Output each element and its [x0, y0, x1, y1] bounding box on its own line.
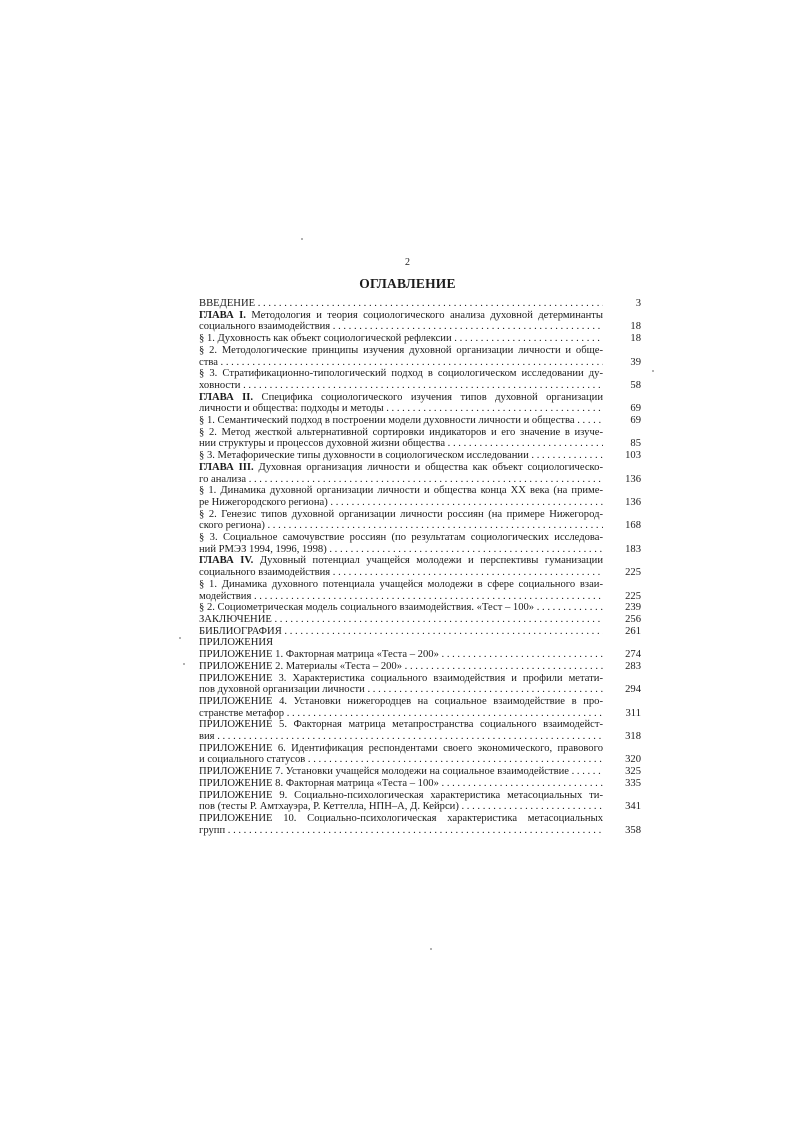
toc-entry	[199, 555, 641, 578]
toc-line: ВВЕДЕНИЕ	[199, 298, 256, 309]
toc-entry	[199, 778, 641, 790]
toc-entry-text	[199, 310, 603, 322]
toc-page-number: 183	[625, 543, 641, 555]
toc-line: Методология и теория социологического анализа духовной детерминанты	[251, 309, 603, 321]
toc-page-number: 3	[635, 298, 641, 309]
toc-line: ПРИЛОЖЕНИЕ 6. Идентификация респондентами своего экономического, правового	[199, 742, 603, 754]
chapter-label: ГЛАВА II.	[199, 391, 254, 403]
toc-line: го анализа	[199, 473, 247, 485]
toc-line: § 1. Динамика духовного потенциала учащейся молодежи в сфере социального взаи-	[199, 578, 603, 590]
chapter-label: ГЛАВА III.	[199, 461, 254, 473]
toc-entry-text	[199, 661, 603, 673]
toc-entry-text	[199, 532, 603, 544]
toc-entry	[199, 743, 641, 766]
toc-page-number: 256	[625, 613, 641, 625]
toc-page-number: 335	[625, 777, 641, 789]
toc-line: ПРИЛОЖЕНИЕ 3. Характеристика социального взаимодействия и профили метати-	[199, 672, 603, 684]
toc-entry-text	[199, 579, 603, 591]
toc-entry-text	[199, 462, 603, 474]
toc-line: ПРИЛОЖЕНИЕ 10. Социально-психологическая характеристика метасоциальных	[199, 812, 603, 824]
toc-entry	[199, 649, 641, 661]
toc-page-number: 168	[625, 520, 641, 532]
toc-entry	[199, 427, 641, 450]
toc-line: странстве метафор	[199, 707, 285, 719]
toc-page-number: 318	[625, 731, 641, 743]
toc-entry-text	[199, 497, 603, 509]
toc-entry-text	[199, 298, 603, 310]
toc-line: БИБЛИОГРАФИЯ	[199, 625, 282, 637]
toc-page-number: 320	[625, 754, 641, 766]
toc-entry	[199, 766, 641, 778]
toc-line: ний РМЭЗ 1994, 1996, 1998)	[199, 543, 327, 555]
toc-entry-text	[199, 321, 603, 333]
toc-entry	[199, 310, 641, 333]
toc-entry-text	[199, 520, 603, 532]
toc-line: § 2. Метод жесткой альтернативной сортировки индикаторов и его значение в изуче-	[199, 426, 603, 438]
toc-page-number: 325	[625, 766, 641, 778]
toc-page-number: 225	[625, 567, 641, 579]
toc-line: ПРИЛОЖЕНИЯ	[199, 637, 274, 649]
toc-entry-text	[199, 403, 603, 415]
toc-line: ПРИЛОЖЕНИЕ 2. Материалы «Теста – 200»	[199, 660, 403, 672]
toc-entry-text	[199, 801, 603, 813]
scan-speck	[179, 637, 181, 639]
toc-page-number: 225	[625, 590, 641, 602]
chapter-label: ГЛАВА IV.	[199, 555, 254, 567]
toc-entry	[199, 719, 641, 742]
toc-line: § 2. Генезис типов духовной организации личности россиян (на примере Нижегород-	[199, 508, 603, 520]
toc-entry	[199, 661, 641, 673]
toc-entry-text	[199, 696, 603, 708]
toc-entry	[199, 392, 641, 415]
toc-entry-text	[199, 673, 603, 685]
toc-line: ПРИЛОЖЕНИЕ 4. Установки нижегородцев на социальное взаимодействие в про-	[199, 695, 603, 707]
toc-line: ПРИЛОЖЕНИЕ 5. Факторная матрица метапространства социального взаимодейст-	[199, 719, 603, 731]
toc-line: ре Нижегородского региона)	[199, 496, 328, 508]
scan-speck	[652, 370, 654, 372]
toc-line: нии структуры и процессов духовной жизни общества	[199, 438, 446, 450]
toc-line: модействия	[199, 590, 252, 602]
toc-entry	[199, 637, 641, 649]
toc-entry-text	[199, 509, 603, 521]
toc-entry	[199, 532, 641, 555]
toc-entry-text	[199, 637, 603, 649]
toc-entry-text	[199, 357, 603, 369]
toc-page-number: 39	[630, 356, 641, 368]
toc-entry-text	[199, 345, 603, 357]
toc-line: личности и общества: подходы и методы	[199, 403, 384, 415]
toc-line: § 3. Метафорические типы духовности в социологическом исследовании	[199, 450, 529, 462]
toc-entry-text	[199, 368, 603, 380]
toc-entry-text	[199, 380, 603, 392]
toc-page-number: 18	[630, 321, 641, 333]
toc-entry	[199, 450, 641, 462]
toc-page-number: 261	[625, 625, 641, 637]
chapter-label: ГЛАВА I.	[199, 309, 246, 321]
page-title: ОГЛАВЛЕНИЕ	[359, 276, 456, 291]
toc-line: пов (тесты Р. Амтхауэра, Р. Кеттелла, НПН–А, Д. Кейрси)	[199, 801, 459, 813]
toc-line: Духовный потенциал учащейся молодежи и перспективы гуманизации	[259, 555, 603, 567]
toc-entry	[199, 298, 641, 310]
toc-entry-text	[199, 392, 603, 404]
toc-entry-text	[199, 649, 603, 661]
toc-entry	[199, 333, 641, 345]
toc-page-number: 136	[625, 496, 641, 508]
toc-page-number: 18	[630, 333, 641, 345]
toc-line: пов духовной организации личности	[199, 684, 365, 696]
toc-entry	[199, 368, 641, 391]
toc-entry	[199, 673, 641, 696]
toc-line: § 2. Социометрическая модель социального взаимодействия. «Тест – 100»	[199, 602, 535, 614]
toc-page-number: 58	[630, 379, 641, 391]
toc-page-number: 283	[625, 660, 641, 672]
toc-page-number: 69	[630, 403, 641, 415]
scan-speck	[183, 663, 185, 665]
scan-speck	[430, 948, 432, 950]
toc-entry	[199, 813, 641, 836]
toc-page-number: 294	[625, 684, 641, 696]
toc-entry	[199, 696, 641, 719]
toc-page-number: 311	[625, 707, 641, 719]
toc-entry	[199, 485, 641, 508]
toc-entry-text	[199, 708, 603, 720]
scan-speck	[301, 238, 303, 240]
toc-entry	[199, 345, 641, 368]
toc-entry-text	[199, 719, 603, 731]
toc-entry-text	[199, 602, 603, 614]
toc-entry-text	[199, 614, 603, 626]
toc-entry	[199, 790, 641, 813]
toc-entry-text	[199, 731, 603, 743]
toc-entry-text	[199, 427, 603, 439]
toc-page-number: 69	[630, 415, 641, 427]
toc-line: ПРИЛОЖЕНИЕ 8. Факторная матрица «Теста – 100»	[199, 777, 439, 789]
toc-entry-text	[199, 567, 603, 579]
toc-entry-text	[199, 813, 603, 825]
toc-line: § 3. Стратификационно-типологический подход в социологическом исследовании ду-	[199, 368, 603, 380]
toc-entry	[199, 602, 641, 614]
toc-entry-text	[199, 790, 603, 802]
toc-line: ПРИЛОЖЕНИЕ 1. Факторная матрица «Теста – 200»	[199, 649, 439, 661]
toc-entry-text	[199, 415, 603, 427]
toc-entry	[199, 579, 641, 602]
toc-line: ховности	[199, 379, 241, 391]
toc-line: групп	[199, 824, 226, 836]
toc-page-number: 85	[630, 438, 641, 450]
toc-page-number: 274	[625, 649, 641, 661]
toc-entry-text	[199, 778, 603, 790]
toc-entry-text	[199, 438, 603, 450]
toc-page-number: 136	[625, 473, 641, 485]
toc-entry-text	[199, 766, 603, 778]
toc-line: § 1. Динамика духовной организации личности и общества конца XX века (на приме-	[199, 485, 603, 497]
toc-page-number: 103	[625, 450, 641, 462]
toc-line: ПРИЛОЖЕНИЕ 9. Социально-психологическая характеристика метасоциальных ти-	[199, 789, 603, 801]
toc-entry-text	[199, 754, 603, 766]
toc-line: Специфика социологического изучения типов духовной организации	[261, 391, 603, 403]
toc-entry	[199, 509, 641, 532]
toc-entry	[199, 626, 641, 638]
toc-line: § 1. Семантический подход в построении модели духовности личности и общества	[199, 415, 575, 427]
toc-line: социального взаимодействия	[199, 321, 331, 333]
toc-entry	[199, 415, 641, 427]
toc-line: § 3. Социальное самочувствие россиян (по результатам социологических исследова-	[199, 532, 603, 544]
toc-line: § 2. Методологические принципы изучения духовной организации личности и обще-	[199, 344, 603, 356]
toc-page-number: 358	[625, 824, 641, 836]
toc-entry-text	[199, 825, 603, 837]
toc-entry-text	[199, 626, 603, 638]
toc-line: вия	[199, 731, 215, 743]
toc-line: Духовная организация личности и общества как объект социологическо-	[258, 461, 603, 473]
toc-entry-text	[199, 555, 603, 567]
toc-line: социального взаимодействия	[199, 567, 331, 579]
toc-entry-text	[199, 544, 603, 556]
page-number: 2	[405, 257, 410, 268]
table-of-contents	[199, 298, 641, 836]
toc-entry-text	[199, 474, 603, 486]
toc-line: § 1. Духовность как объект социологической рефлексии	[199, 333, 452, 345]
toc-page-number: 341	[625, 801, 641, 813]
toc-entry-text	[199, 333, 603, 345]
toc-page-number: 239	[625, 602, 641, 614]
toc-line: ства	[199, 356, 218, 368]
toc-entry-text	[199, 684, 603, 696]
toc-entry-text	[199, 743, 603, 755]
toc-entry-text	[199, 591, 603, 603]
toc-entry-text	[199, 485, 603, 497]
toc-line: ского региона)	[199, 520, 265, 532]
toc-line: ЗАКЛЮЧЕНИЕ	[199, 613, 272, 625]
toc-entry-text	[199, 450, 603, 462]
toc-line: ПРИЛОЖЕНИЕ 7. Установки учащейся молодежи на социальное взаимодействие	[199, 766, 569, 778]
toc-entry	[199, 462, 641, 485]
toc-entry	[199, 614, 641, 626]
toc-line: и социального статусов	[199, 754, 306, 766]
